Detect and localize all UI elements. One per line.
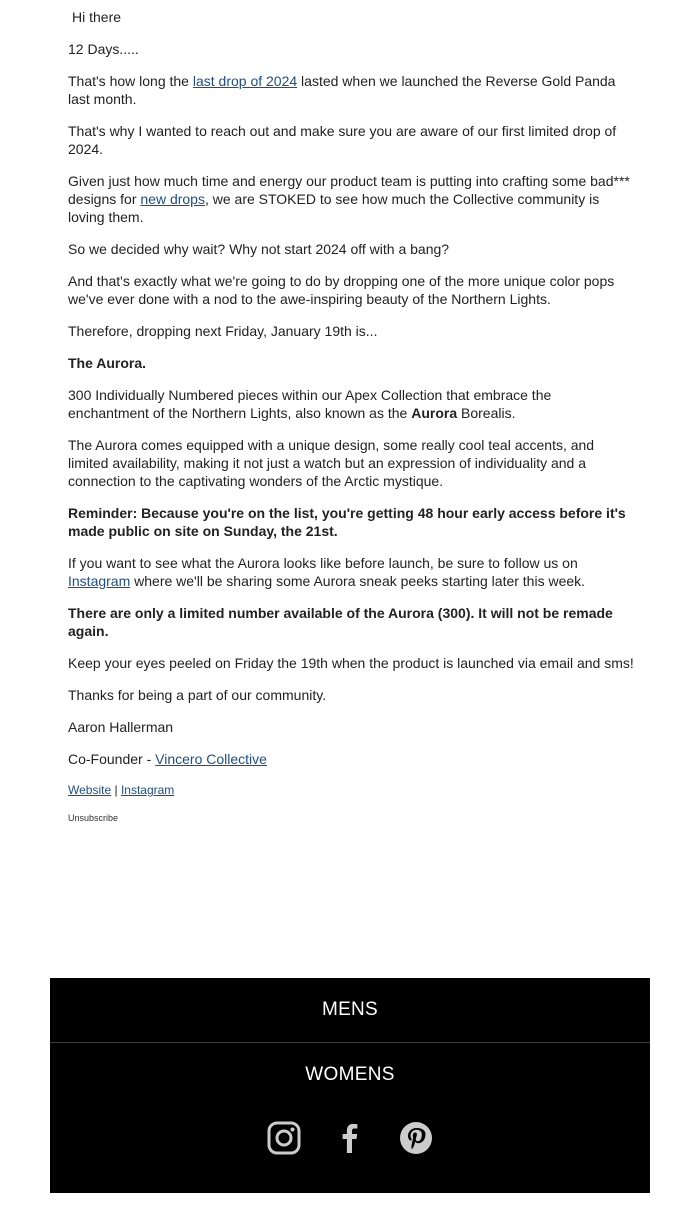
unsubscribe-link[interactable]: Unsubscribe — [68, 813, 119, 823]
text: , we are STOKED to see how much the Collective community is loving them. — [68, 191, 600, 225]
footer-nav — [50, 978, 650, 1193]
mens-link[interactable]: MENS — [321, 999, 379, 1020]
new-drops-link[interactable]: new drops — [140, 191, 205, 207]
signature-title — [68, 750, 634, 768]
reminder-text: Reminder: Because you're on the list, you're getting 48 hour early access before it's made public on site on Sunday, the 21st. — [68, 505, 626, 539]
paragraph-product-team — [68, 172, 634, 226]
text: lasted when we launched the Reverse Gold Panda last month. — [68, 73, 616, 107]
social-icons — [50, 1120, 650, 1156]
paragraph-thanks: Thanks for being a part of our community. — [68, 687, 327, 703]
paragraph-last-drop — [68, 72, 634, 108]
signature-name: Aaron Hallerman — [68, 719, 174, 735]
paragraph-why-wait: So we decided why wait? Why not start 2024 off with a bang? — [68, 241, 450, 257]
facebook-icon[interactable] — [332, 1120, 368, 1156]
aurora-bold: Aurora — [411, 405, 458, 421]
footer-links — [68, 782, 634, 798]
text: Co-Founder - — [68, 751, 156, 767]
product-name-text: The Aurora. — [68, 355, 147, 371]
link-separator: | — [111, 783, 121, 797]
instagram-icon[interactable] — [266, 1120, 302, 1156]
paragraph-days: 12 Days..... — [68, 41, 139, 57]
website-link[interactable]: Website — [68, 783, 112, 797]
paragraph-dropping: Therefore, dropping next Friday, January 19th is... — [68, 323, 378, 339]
paragraph-eyes-peeled: Keep your eyes peeled on Friday the 19th when the product is launched via email and sms! — [68, 655, 634, 671]
instagram-footer-link[interactable]: Instagram — [120, 783, 175, 797]
paragraph-individually-numbered — [68, 386, 634, 422]
instagram-link[interactable]: Instagram — [68, 573, 131, 589]
text: 300 Individually Numbered pieces within our Apex Collection that embrace the enchantment of the Northern Lights, also known as the — [68, 387, 552, 421]
product-name — [68, 354, 634, 372]
email-body — [68, 8, 634, 838]
text: Given just how much time and energy our product team is putting into crafting some bad*** designs for — [68, 173, 630, 207]
paragraph-reminder — [68, 504, 634, 540]
paragraph-reach-out: That's why I wanted to reach out and make sure you are aware of our first limited drop of 2024. — [68, 123, 617, 157]
text: If you want to see what the Aurora looks like before launch, be sure to follow us on — [68, 555, 578, 571]
pinterest-icon[interactable] — [398, 1120, 434, 1156]
limited-text: There are only a limited number available of the Aurora (300). It will not be remade again. — [68, 605, 613, 639]
paragraph-instagram — [68, 554, 634, 590]
text: where we'll be sharing some Aurora sneak peeks starting later this week. — [130, 573, 586, 589]
vincero-collective-link[interactable]: Vincero Collective — [155, 751, 267, 767]
womens-link[interactable]: WOMENS — [305, 1064, 395, 1085]
text: That's how long the — [68, 73, 193, 89]
greeting: Hi there — [72, 9, 122, 25]
text: Borealis. — [457, 405, 516, 421]
paragraph-design: The Aurora comes equipped with a unique design, some really cool teal accents, and limited availability, making it not just a watch but an expression of individuality and a connection to the captivating wonders of the Arctic mystique. — [68, 437, 595, 489]
paragraph-limited — [68, 604, 634, 640]
paragraph-northern-lights: And that's exactly what we're going to do by dropping one of the more unique color pops we've ever done with a nod to the awe-inspiring beauty of the Northern Lights. — [68, 273, 615, 307]
last-drop-link[interactable]: last drop of 2024 — [192, 73, 298, 89]
